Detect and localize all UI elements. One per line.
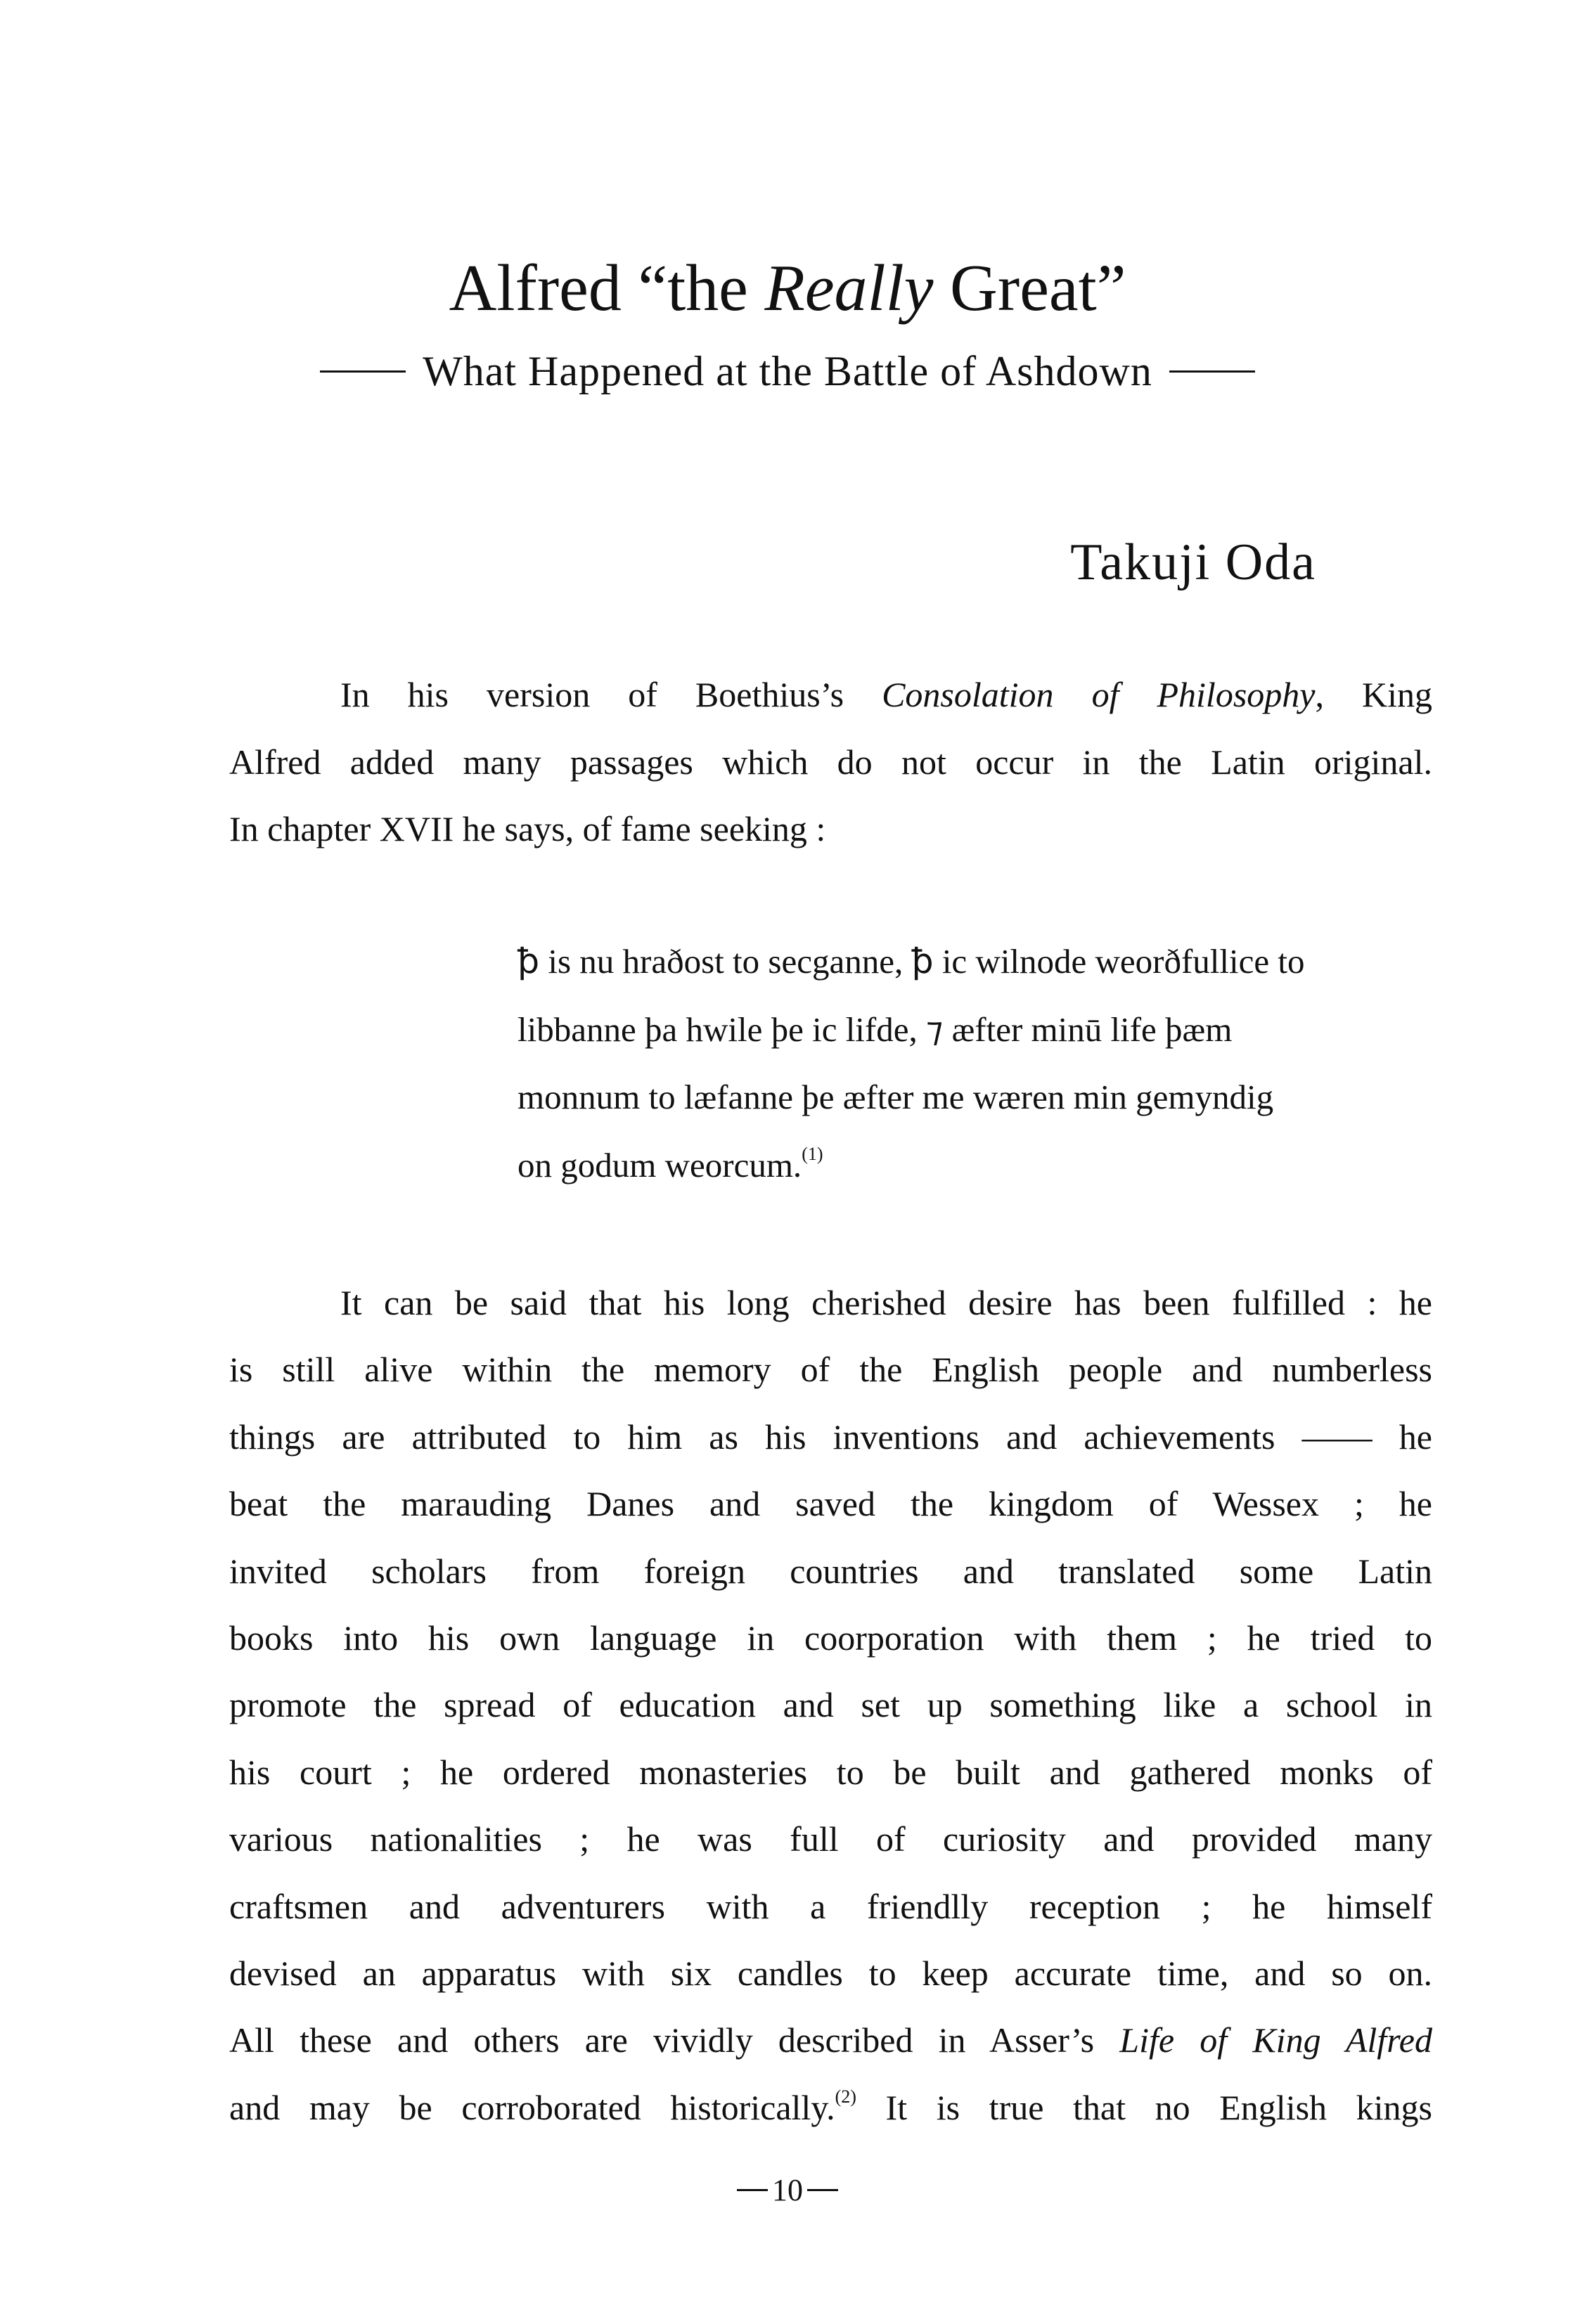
title-text: Alfred “the [449,252,765,325]
author-name: Takuji Oda [1070,534,1316,591]
text-segment: invited scholars from foreign countries and translated some Latin [229,1551,1432,1591]
quote-line [518,1076,1273,1118]
paragraph2-line [229,1348,1432,1390]
text-segment: In chapter XVII he says, of fame seeking : [229,809,826,848]
paragraph2-line [229,1885,1432,1928]
italic-title: Life of King Alfred [1119,2020,1432,2060]
paragraph2-line [229,1684,1432,1726]
paragraph2-line [229,1483,1432,1525]
paragraph2-line [229,2086,1432,2129]
paragraph2-line [229,1751,1432,1793]
text-segment: craftsmen and adventurers with a friendlly reception ; he himself [229,1886,1432,1926]
text-segment: It is true that no English kings [856,2087,1433,2127]
dash-right [807,2189,838,2191]
text-segment: ꝥ is nu hraðost to secganne, ꝥ ic wilnode weorðfullice to [518,942,1305,981]
text-segment: books into his own language in coorporation with them ; he tried to [229,1618,1432,1658]
text-segment: various nationalities ; he was full of curiosity and provided many [229,1819,1432,1859]
paragraph2-line [229,1416,1432,1458]
paragraph1-line [229,808,1432,850]
dash-right [1169,370,1255,373]
text-segment: Alfred added many passages which do not occur in the Latin original. [229,742,1432,782]
paragraph1-line [340,673,1432,716]
text-segment: devised an apparatus with six candles to keep accurate time, and so on. [229,1954,1432,1993]
text-segment: All these and others are vividly described in Asser’s [229,2020,1120,2060]
text-segment: promote the spread of education and set up something like a school in [229,1685,1432,1725]
page-number-text: 10 [772,2173,803,2207]
subtitle-text: What Happened at the Battle of Ashdown [423,348,1152,394]
text-segment: his court ; he ordered monasteries to be built and gathered monks of [229,1752,1432,1792]
text-segment: monnum to læfanne þe æfter me wæren min gemyndig [518,1078,1274,1116]
title-italic: Really [764,252,934,325]
paragraph2-line [229,2019,1432,2061]
text-segment: beat the marauding Danes and saved the kingdom of Wessex ; he [229,1484,1432,1524]
title-text-end: Great” [933,252,1126,325]
text-segment: is still alive within the memory of the English people and numberless [229,1350,1432,1390]
page-number [0,2172,1575,2208]
dash-left [737,2189,768,2191]
text-segment: and may be corroborated historically. [229,2087,835,2127]
text-segment: things are attributed to him as his inventions and achievements —— he [229,1416,1432,1457]
italic-title: Consolation of Philosophy [882,675,1316,714]
footnote-ref: (2) [835,2086,856,2107]
subtitle [0,343,1575,399]
paragraph1-line [229,741,1432,783]
quote-line [518,1144,823,1187]
quote-line [518,941,1305,983]
dash-left [320,370,406,373]
text-segment: on godum weorcum. [518,1145,802,1184]
text-segment: libbanne þa hwile þe ic lifde, ⁊ æfter minū life þæm [518,1009,1233,1049]
paragraph2-line [229,1617,1432,1659]
article-title [0,250,1575,327]
paragraph2-line [229,1952,1432,1994]
paragraph2-line [340,1282,1432,1324]
footnote-ref: (1) [802,1143,823,1164]
text-segment: In his version of Boethius’s [340,675,882,714]
paragraph2-line [229,1818,1432,1860]
text-segment: It can be said that his long cherished desire has been fulfilled : he [340,1283,1432,1322]
quote-line [518,1009,1232,1051]
text-segment: , King [1315,675,1432,714]
paragraph2-line [229,1550,1432,1592]
